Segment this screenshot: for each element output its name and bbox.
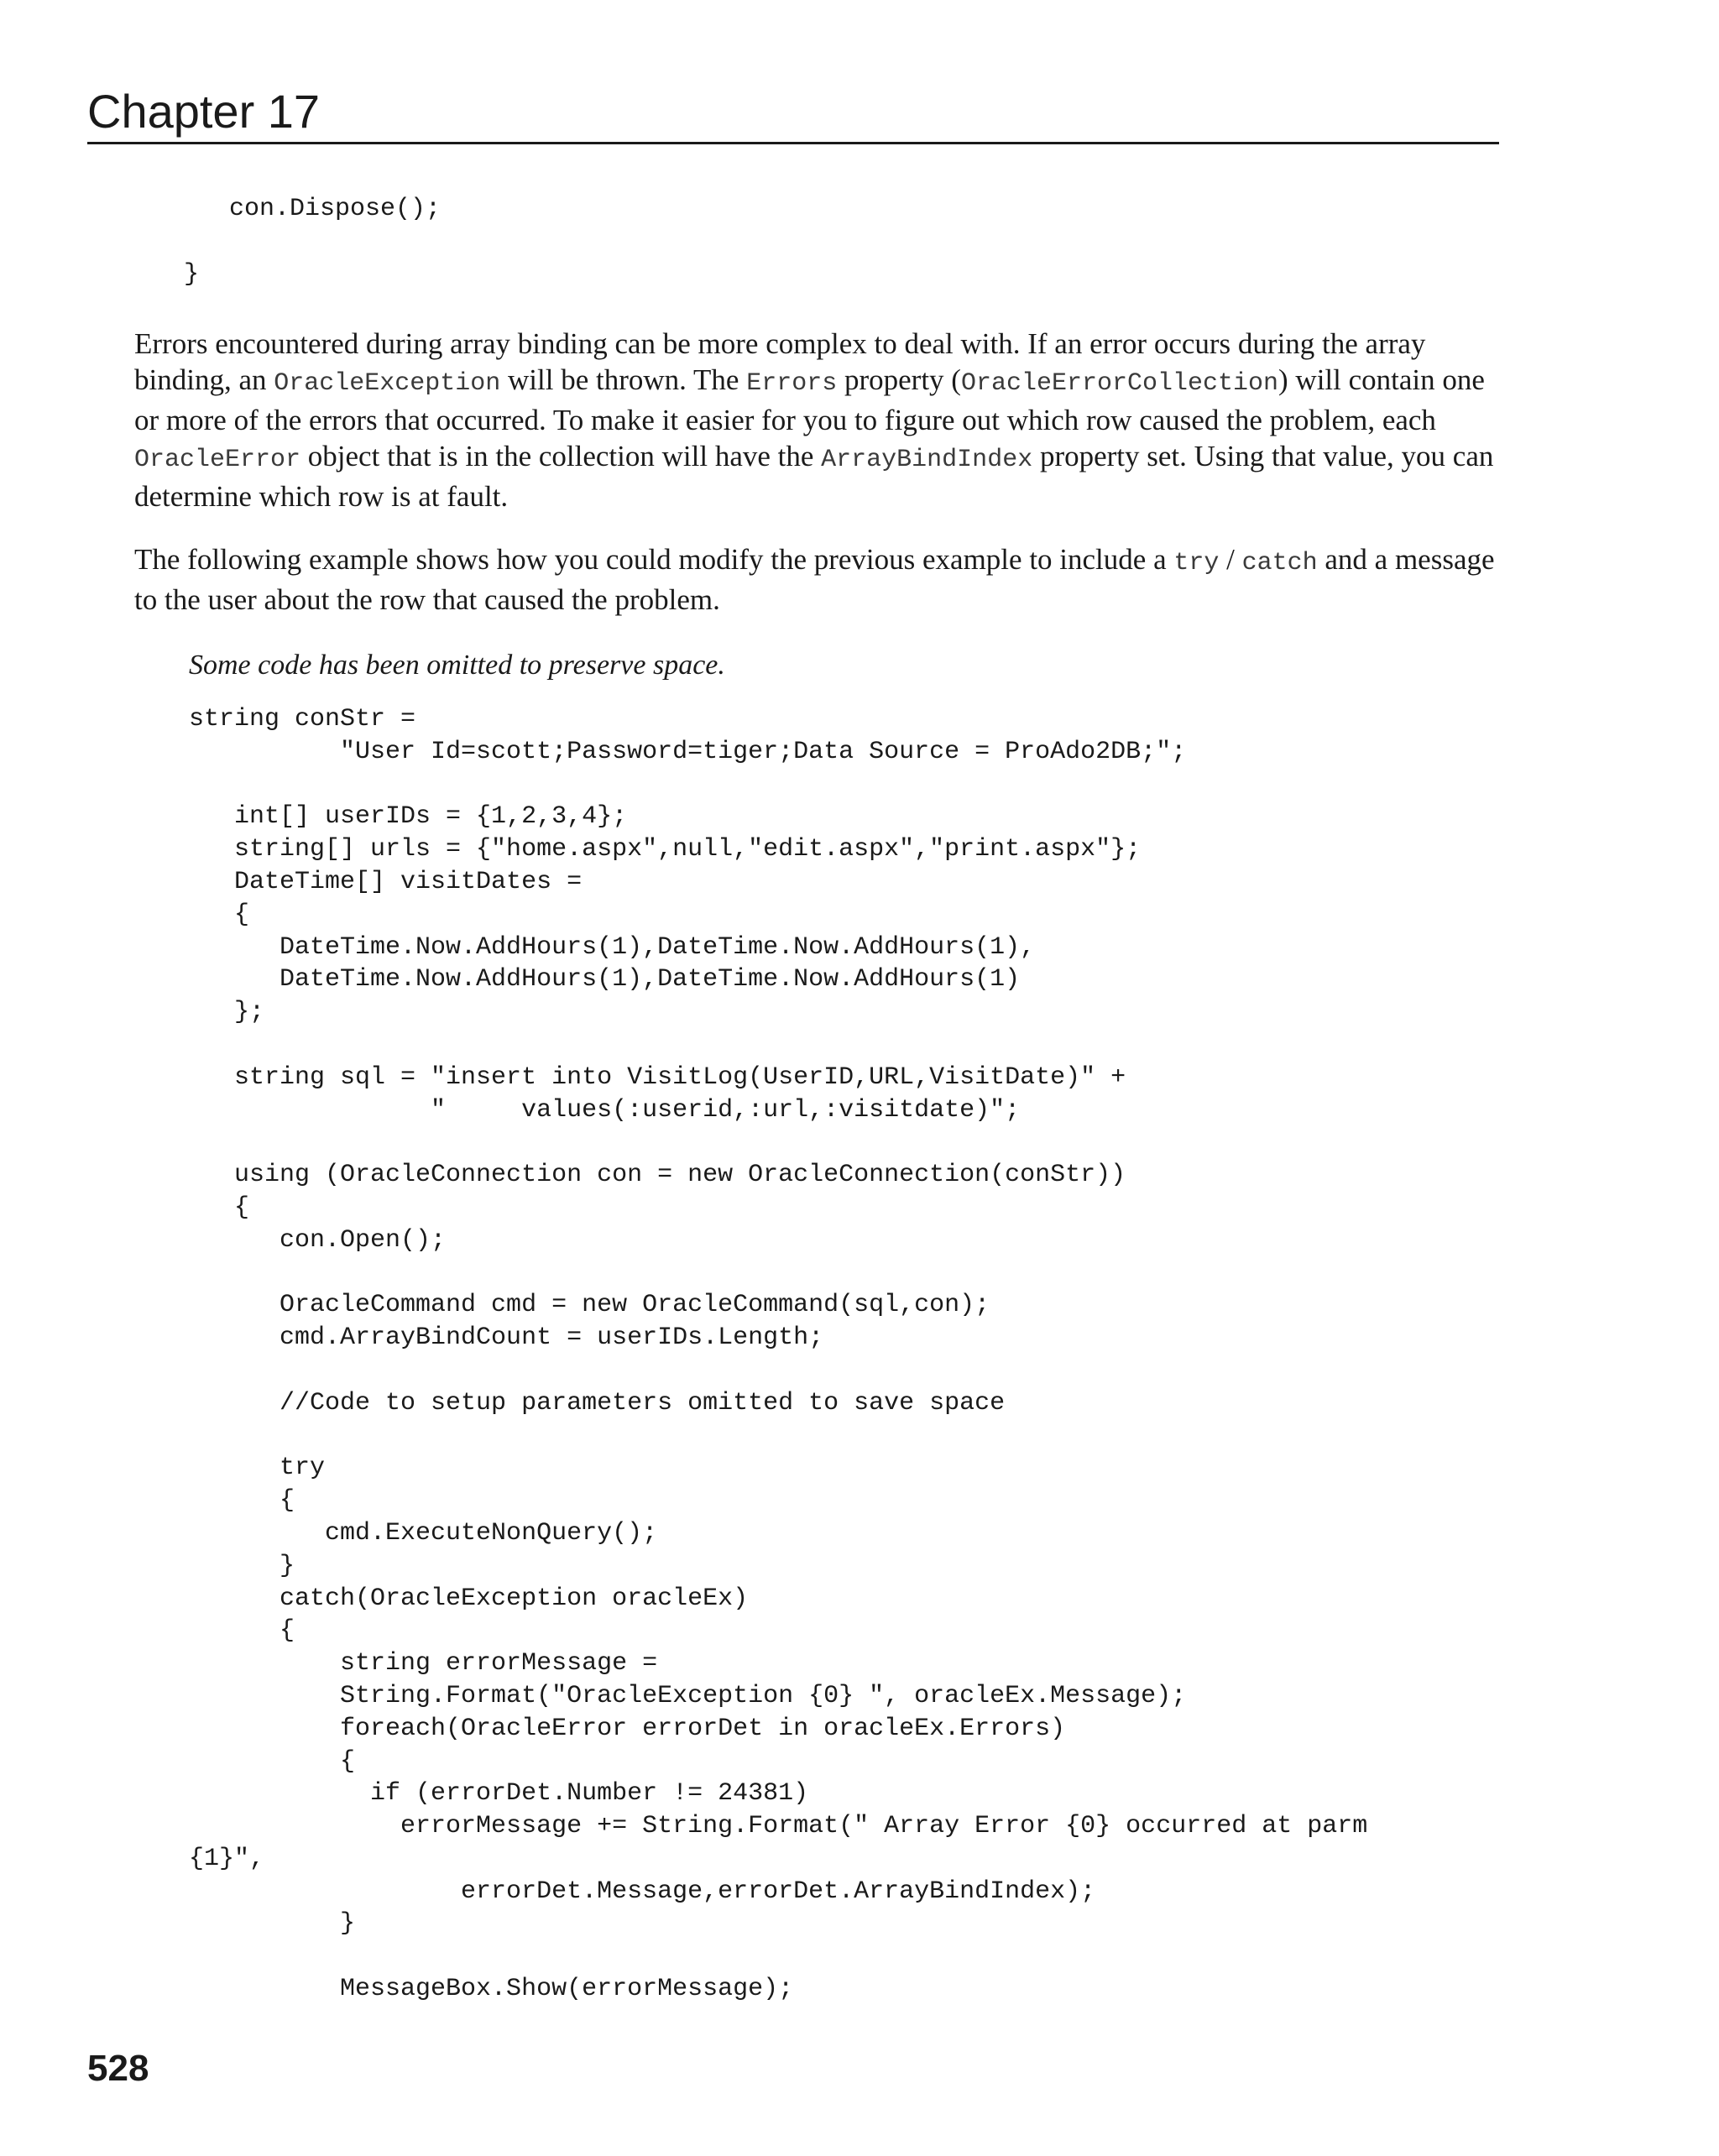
paragraph-text: The following example shows how you could modify the previous example to include a	[134, 543, 1174, 576]
paragraph-text: Errors encountered during array binding can be more complex to deal with. If an error occurs during the array binding, an	[134, 327, 1426, 396]
paragraph-text: /	[1219, 543, 1242, 576]
header-divider	[87, 142, 1499, 144]
chapter-header: Chapter 17	[87, 85, 321, 138]
paragraph-text: will be thrown. The	[500, 363, 747, 396]
omitted-code-note: Some code has been omitted to preserve space.	[189, 650, 725, 681]
code-block-main: string conStr = "User Id=scott;Password=tiger;Data Source = ProAdo2DB;"; int[] userIDs = {1,2,3,4}; string[] urls = {"home.aspx",null,"edit.aspx","print.aspx"}; DateTime[] visitDates = { DateTime.Now.AddHours(1),DateTime.Now.AddHours(1), DateTime.Now.AddHours(1),DateTime.Now.AddHours(1) }; string sql = "insert into VisitLog(UserID,URL,VisitDate)" + " values(:userid,:url,:visitdate)"; using (OracleConnection con = new OracleConnection(conStr)) { con.Open(); OracleCommand cmd = new OracleCommand(sql,con); cmd.ArrayBindCount = userIDs.Length; //Code to setup parameters omitted to save space try { cmd.ExecuteNonQuery(); } catch(OracleException oracleEx) { string errorMessage = String.Format("OracleException {0} ", oracleEx.Message); foreach(OracleError errorDet in oracleEx.Errors) { if (errorDet.Number != 24381) errorMessage += String.Format(" Array Error {0} occurred at parm {1}", errorDet.Message,errorDet.ArrayBindIndex); } MessageBox.Show(errorMessage);	[189, 705, 1368, 2004]
paragraph-array-binding-errors	[134, 326, 1511, 514]
paragraph-example-intro	[134, 541, 1511, 618]
paragraph-text: object that is in the collection will have the	[300, 440, 822, 472]
code-block-top: con.Dispose(); }	[184, 195, 442, 289]
inline-code: Errors	[746, 369, 838, 398]
inline-code: catch	[1241, 549, 1318, 577]
page-number: 528	[87, 2048, 149, 2089]
inline-code: OracleError	[134, 446, 301, 474]
paragraph-text: property (	[837, 363, 961, 396]
inline-code: OracleErrorCollection	[960, 369, 1279, 398]
inline-code: ArrayBindIndex	[821, 446, 1033, 474]
inline-code: OracleException	[274, 369, 501, 398]
paragraph-text: and a message to the user about the row that caused the problem.	[134, 543, 1495, 616]
paragraph-text: property set. Using that value, you can determine which row is at fault.	[134, 440, 1494, 513]
inline-code: try	[1173, 549, 1220, 577]
paragraph-text: ) will contain one or more of the errors that occurred. To make it easier for you to figure out which row caused the problem, each	[134, 363, 1485, 436]
